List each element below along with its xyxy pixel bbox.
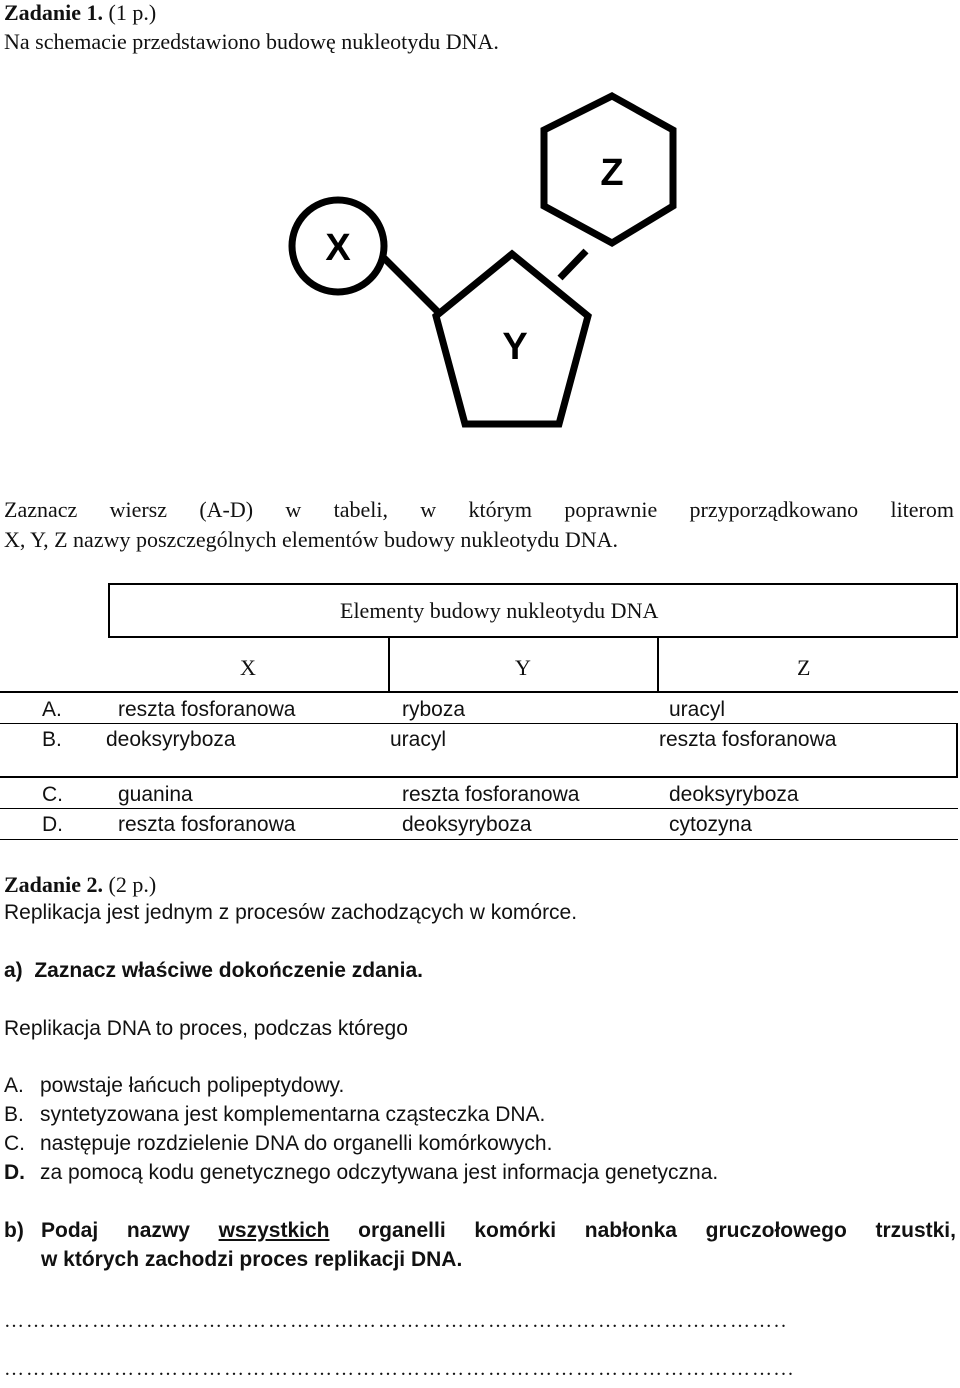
table-row-a-divider	[0, 723, 958, 724]
row-c-letter: C.	[42, 783, 63, 806]
part-b-line2: w których zachodzi proces replikacji DNA.	[41, 1248, 463, 1271]
part-a-label: a)	[4, 959, 23, 982]
connector-x-y	[384, 258, 440, 314]
diagram-label-y: Y	[502, 326, 528, 368]
part-a-instruction: Zaznacz właściwe dokończenie zdania.	[34, 959, 423, 982]
row-a-letter: A.	[42, 698, 62, 721]
option-b[interactable]	[4, 1103, 545, 1127]
option-d-text: za pomocą kodu genetycznego odczytywana jest informacja genetyczna.	[40, 1161, 719, 1184]
table-right-border-header	[956, 583, 958, 638]
row-a-y: ryboza	[402, 698, 466, 721]
task1-title-label: Zadanie 1.	[4, 0, 104, 25]
option-b-letter: B.	[4, 1103, 24, 1126]
table-col-divider-2	[657, 638, 659, 693]
task2-intro: Replikacja jest jednym z procesów zachodzących w komórce.	[4, 901, 578, 924]
table-left-border-header	[108, 583, 110, 638]
option-b-text: syntetyzowana jest komplementarna cząsteczka DNA.	[40, 1103, 546, 1126]
option-d[interactable]	[4, 1161, 718, 1185]
nucleotide-diagram-svg	[270, 88, 690, 433]
task2-title	[4, 872, 156, 898]
table-col-x: X	[240, 655, 256, 680]
table-col-divider-1	[388, 638, 390, 693]
task1-instruction-line1: Zaznacz wiersz (A-D) w tabeli, w którym poprawnie przyporządkowano literom	[4, 497, 954, 522]
part-a-stem: Replikacja DNA to proces, podczas którego	[4, 1017, 408, 1040]
nucleotide-diagram	[270, 88, 690, 433]
task1-points: (1 p.)	[103, 0, 157, 25]
row-b-y: uracyl	[390, 728, 447, 751]
diagram-label-z: Z	[600, 152, 624, 194]
part-b-line1-after: organelli komórki nabłonka gruczołowego trzustki,	[358, 1219, 956, 1242]
part-b-line1-before: Podaj nazwy	[41, 1219, 190, 1242]
option-c-letter: C.	[4, 1132, 25, 1155]
row-b-x: deoksyryboza	[106, 728, 236, 751]
task1-title	[4, 0, 156, 26]
option-c[interactable]	[4, 1132, 552, 1156]
row-a-z: uracyl	[669, 698, 726, 721]
row-d-z: cytozyna	[669, 813, 752, 836]
row-c-y: reszta fosforanowa	[402, 783, 580, 806]
option-d-letter: D.	[4, 1161, 25, 1184]
row-d-letter: D.	[42, 813, 63, 836]
connector-y-z	[560, 251, 586, 278]
answer-line-1[interactable]: ……………………………………………………………………………………………..	[4, 1310, 788, 1332]
option-a-letter: A.	[4, 1074, 24, 1097]
table-row-c-divider	[0, 808, 958, 809]
table-header-divider	[108, 636, 958, 638]
row-b-letter: B.	[42, 728, 62, 751]
answer-line-2[interactable]: ……………………………………………………………………………………………...	[4, 1358, 795, 1380]
task1-intro: Na schemacie przedstawiono budowę nukleotydu DNA.	[4, 29, 499, 54]
table-top-border	[108, 583, 958, 585]
table-header: Elementy budowy nukleotydu DNA	[340, 598, 659, 623]
diagram-label-x: X	[325, 227, 351, 269]
option-a-text: powstaje łańcuch polipeptydowy.	[40, 1074, 345, 1097]
table-col-z: Z	[797, 655, 811, 680]
option-c-text: następuje rozdzielenie DNA do organelli komórkowych.	[40, 1132, 553, 1155]
part-b-line1-underlined: wszystkich	[218, 1219, 330, 1242]
row-d-y: deoksyryboza	[402, 813, 532, 836]
row-c-x: guanina	[118, 783, 193, 806]
part-b-line1	[41, 1219, 956, 1243]
option-a[interactable]	[4, 1074, 344, 1098]
task2-title-label: Zadanie 2.	[4, 872, 104, 897]
task1-instruction-line2: X, Y, Z nazwy poszczególnych elementów budowy nukleotydu DNA.	[4, 527, 619, 552]
part-b-label: b)	[4, 1219, 24, 1242]
row-c-z: deoksyryboza	[669, 783, 799, 806]
table-bottom-border	[0, 839, 958, 840]
task2-points: (2 p.)	[103, 872, 157, 897]
table-row-b-right-border	[956, 723, 958, 778]
row-b-z: reszta fosforanowa	[659, 728, 837, 751]
part-a-heading	[4, 959, 423, 983]
table-col-y: Y	[515, 655, 531, 680]
table-columns-divider	[0, 691, 958, 693]
row-d-x: reszta fosforanowa	[118, 813, 296, 836]
table-row-b-divider	[0, 776, 958, 778]
row-a-x: reszta fosforanowa	[118, 698, 296, 721]
